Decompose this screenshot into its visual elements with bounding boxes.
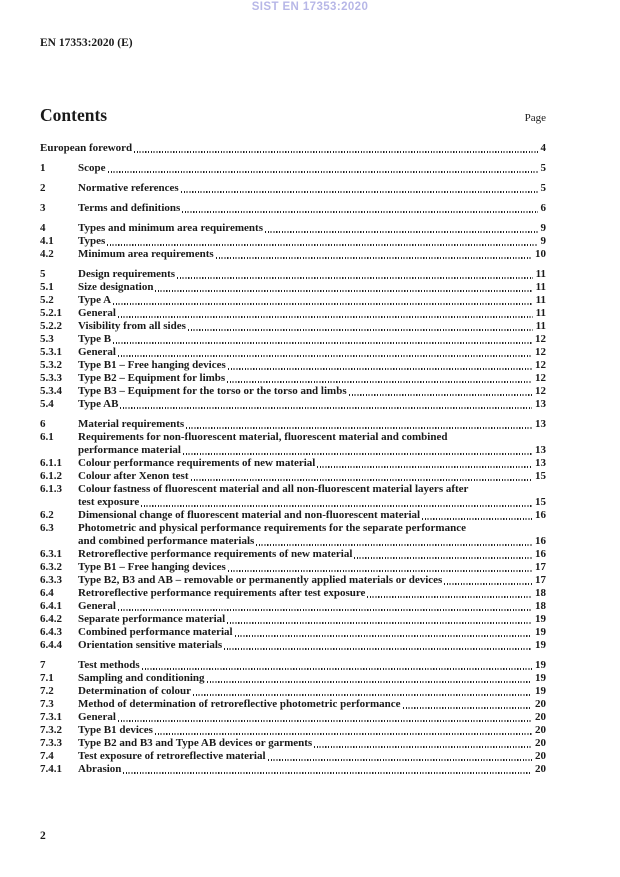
page-column-label: Page (524, 112, 546, 124)
toc-entry-number: 6.4.3 (40, 626, 62, 638)
toc-entry-title: Photometric and physical performance requirements for the separate performance (78, 522, 466, 534)
toc-entry-number: 7.3 (40, 698, 54, 710)
toc-entry-page: 12 (535, 346, 546, 358)
toc-entry (40, 626, 546, 639)
toc-entry-page: 11 (535, 307, 546, 319)
dot-leader (118, 316, 533, 318)
toc-entry-page: 13 (535, 444, 546, 456)
dot-leader (268, 759, 532, 761)
dot-leader (155, 290, 532, 292)
dot-leader (142, 668, 532, 670)
toc-entry-page: 19 (535, 659, 546, 671)
toc-entry-page: 12 (535, 372, 546, 384)
toc-entry-title: Retroreflective performance requirements after test exposure (78, 587, 366, 599)
toc-entry-title: Requirements for non-fluorescent material, fluorescent material and combined (78, 431, 448, 443)
toc-entry-title: Colour fastness of fluorescent material and all non-fluorescent material layers after (78, 483, 469, 495)
toc-entry-number: 6.1.1 (40, 457, 62, 469)
toc-entry-number: 6.4.4 (40, 639, 62, 651)
contents-title: Contents (40, 105, 108, 125)
toc-entry-number: 7.3.3 (40, 737, 62, 749)
toc-entry-title: Terms and definitions (78, 202, 181, 214)
toc-entry-page: 5 (540, 162, 546, 174)
toc-entry-page: 19 (535, 613, 546, 625)
toc-entry (40, 574, 546, 587)
toc-entry (40, 737, 546, 750)
toc-entry-page: 13 (535, 398, 546, 410)
toc-entry-title: Type AB (78, 398, 119, 410)
toc-entry-number: 7.1 (40, 672, 54, 684)
toc-entry-page: 20 (535, 763, 546, 775)
toc-entry-title: Scope (78, 162, 106, 174)
toc-entry-number: 2 (40, 182, 46, 194)
dot-leader (188, 329, 533, 331)
toc-entry-page: 20 (535, 698, 546, 710)
toc-entry-number: 5 (40, 268, 46, 280)
toc-entry-page: 19 (535, 685, 546, 697)
toc-entry-page: 9 (540, 235, 546, 247)
toc-entry-title: test exposure (78, 496, 140, 508)
dot-leader (183, 453, 532, 455)
toc-entry (40, 398, 546, 411)
toc-entry (40, 496, 546, 509)
toc-entry-title: Type A (78, 294, 112, 306)
dot-leader (354, 557, 532, 559)
dot-leader (123, 772, 532, 774)
toc-entry-number: 1 (40, 162, 46, 174)
toc-entry-title: Colour performance requirements of new material (78, 457, 316, 469)
toc-entry-title: Dimensional change of fluorescent material and non-fluorescent material (78, 509, 421, 521)
toc-entry-title: Colour after Xenon test (78, 470, 189, 482)
toc-entry-number: 7.3.2 (40, 724, 62, 736)
toc-entry-number: 5.3.2 (40, 359, 62, 371)
contents-header (40, 105, 546, 126)
dot-leader (108, 171, 538, 173)
toc-entry (40, 235, 546, 248)
toc-entry-number: 6.2 (40, 509, 54, 521)
toc-entry (40, 333, 546, 346)
dot-leader (256, 544, 532, 546)
toc-entry (40, 431, 546, 444)
toc-entry (40, 182, 546, 195)
toc-entry-title: Type B1 devices (78, 724, 153, 736)
toc-entry-page: 12 (535, 359, 546, 371)
dot-leader (265, 231, 538, 233)
dot-leader (107, 244, 537, 246)
dot-leader (182, 211, 537, 213)
toc-entry-title: Sampling and conditioning (78, 672, 205, 684)
dot-leader (181, 191, 538, 193)
toc-entry (40, 248, 546, 261)
toc-entry-page: 5 (540, 182, 546, 194)
toc-entry-page: 20 (535, 724, 546, 736)
toc-entry-page: 15 (535, 496, 546, 508)
toc-entry-number: 5.3 (40, 333, 54, 345)
toc-entry-title: Minimum area requirements (78, 248, 214, 260)
toc-entry (40, 202, 546, 215)
toc-entry-number: 4 (40, 222, 46, 234)
toc-group (40, 659, 546, 776)
toc-group (40, 418, 546, 652)
footer-page-number: 2 (40, 830, 46, 842)
toc-entry-page: 13 (535, 457, 546, 469)
toc-entry-title: Test exposure of retroreflective material (78, 750, 266, 762)
toc-entry-page: 19 (535, 639, 546, 651)
toc-entry-page: 17 (535, 561, 546, 573)
toc-entry-number: 5.4 (40, 398, 54, 410)
toc-entry-number: 7.2 (40, 685, 54, 697)
dot-leader (207, 681, 532, 683)
toc-entry-title: European foreword (40, 142, 133, 154)
toc-group (40, 142, 546, 155)
toc-entry (40, 483, 546, 496)
toc-entry-page: 9 (540, 222, 546, 234)
toc-entry (40, 268, 546, 281)
toc-entry-title: Type B3 – Equipment for the torso or the torso and limbs (78, 385, 347, 397)
dot-leader (228, 570, 532, 572)
toc-entry-page: 4 (540, 142, 546, 154)
toc-entry (40, 711, 546, 724)
toc-entry (40, 509, 546, 522)
toc-entry (40, 444, 546, 457)
toc-entry-page: 18 (535, 600, 546, 612)
toc-entry-title: Determination of colour (78, 685, 192, 697)
toc-entry-number: 6.1.3 (40, 483, 62, 495)
dot-leader (227, 381, 532, 383)
watermark: SIST EN 17353:2020 (251, 1, 369, 13)
toc-entry-title: performance material (78, 444, 181, 456)
toc-entry-number: 6.1 (40, 431, 54, 443)
dot-leader (191, 479, 533, 481)
toc-entry (40, 470, 546, 483)
dot-leader (120, 407, 532, 409)
toc-entry (40, 600, 546, 613)
toc-entry-page: 15 (535, 470, 546, 482)
toc-entry-page: 6 (540, 202, 546, 214)
toc-entry-title: Types (78, 235, 106, 247)
toc-entry (40, 457, 546, 470)
toc-entry-number: 7.4 (40, 750, 54, 762)
toc-entry-title: Type B2 – Equipment for limbs (78, 372, 226, 384)
dot-leader (155, 733, 532, 735)
dot-leader (216, 257, 532, 259)
toc-entry-title: and combined performance materials (78, 535, 255, 547)
toc-entry-number: 6.3.1 (40, 548, 62, 560)
toc-entry-title: Size designation (78, 281, 154, 293)
toc-entry (40, 385, 546, 398)
dot-leader (113, 342, 532, 344)
toc-entry-number: 5.2 (40, 294, 54, 306)
dot-leader (228, 368, 532, 370)
toc-entry (40, 522, 546, 535)
dot-leader (224, 648, 532, 650)
toc-entry-number: 5.3.4 (40, 385, 62, 397)
dot-leader (134, 151, 537, 153)
toc-entry-page: 11 (535, 281, 546, 293)
toc-entry-page: 17 (535, 574, 546, 586)
toc-entry-number: 6.3.3 (40, 574, 62, 586)
toc-entry-page: 19 (535, 626, 546, 638)
dot-leader (403, 707, 532, 709)
toc-entry (40, 613, 546, 626)
toc-entry-page: 11 (535, 294, 546, 306)
toc-entry-number: 6.4.1 (40, 600, 62, 612)
toc-entry-title: Type B2, B3 and AB – removable or permanently applied materials or devices (78, 574, 443, 586)
toc-entry-page: 16 (535, 548, 546, 560)
toc-entry (40, 587, 546, 600)
toc-entry-page: 11 (535, 268, 546, 280)
toc-entry-number: 6.3 (40, 522, 54, 534)
dot-leader (193, 694, 532, 696)
toc-entry-title: Type B (78, 333, 112, 345)
dot-leader (118, 609, 532, 611)
toc-entry-number: 3 (40, 202, 46, 214)
toc-entry (40, 320, 546, 333)
dot-leader (118, 355, 532, 357)
toc-entry-title: Orientation sensitive materials (78, 639, 223, 651)
toc-entry-number: 7 (40, 659, 46, 671)
toc-entry-page: 20 (535, 750, 546, 762)
toc-entry-number: 6 (40, 418, 46, 430)
toc-entry (40, 162, 546, 175)
toc-entry-title: Types and minimum area requirements (78, 222, 263, 234)
toc-entry-number: 6.4.2 (40, 613, 62, 625)
toc-group (40, 222, 546, 261)
dot-leader (235, 635, 532, 637)
toc-entry-number: 5.3.1 (40, 346, 62, 358)
toc-entry-title: Design requirements (78, 268, 176, 280)
toc-entry-title: Test methods (78, 659, 140, 671)
toc-entry-title: Method of determination of retroreflective photometric performance (78, 698, 401, 710)
toc-entry-title: Type B1 – Free hanging devices (78, 359, 226, 371)
toc-entry (40, 724, 546, 737)
toc-entry-title: Abrasion (78, 763, 122, 775)
toc-entry-title: Combined performance material (78, 626, 233, 638)
toc-group (40, 268, 546, 411)
dot-leader (141, 505, 532, 507)
toc-group (40, 182, 546, 195)
toc-entry (40, 561, 546, 574)
toc-entry-page: 16 (535, 509, 546, 521)
dot-leader (349, 394, 532, 396)
toc-entry-number: 6.3.2 (40, 561, 62, 573)
toc-entry-title: Type B2 and B3 and Type AB devices or garments (78, 737, 313, 749)
toc-entry-title: Separate performance material (78, 613, 226, 625)
toc-entry (40, 346, 546, 359)
toc-entry (40, 750, 546, 763)
dot-leader (422, 518, 532, 520)
toc-entry-title: Type B1 – Free hanging devices (78, 561, 226, 573)
dot-leader (317, 466, 532, 468)
toc-entry-number: 6.1.2 (40, 470, 62, 482)
toc-entry-number: 5.2.1 (40, 307, 62, 319)
toc-entry-number: 7.3.1 (40, 711, 62, 723)
toc (40, 142, 546, 776)
toc-entry (40, 548, 546, 561)
dot-leader (444, 583, 532, 585)
toc-entry (40, 294, 546, 307)
toc-entry (40, 372, 546, 385)
toc-entry (40, 142, 546, 155)
toc-entry-page: 13 (535, 418, 546, 430)
toc-entry (40, 281, 546, 294)
toc-entry-title: Visibility from all sides (78, 320, 186, 332)
toc-entry-number: 5.2.2 (40, 320, 62, 332)
dot-leader (113, 303, 532, 305)
toc-entry-page: 16 (535, 535, 546, 547)
toc-entry (40, 763, 546, 776)
toc-entry-page: 20 (535, 711, 546, 723)
toc-entry-page: 12 (535, 333, 546, 345)
toc-entry-number: 7.4.1 (40, 763, 62, 775)
dot-leader (118, 720, 532, 722)
toc-entry-title: Normative references (78, 182, 179, 194)
toc-entry-page: 19 (535, 672, 546, 684)
toc-entry-number: 5.3.3 (40, 372, 62, 384)
dot-leader (227, 622, 532, 624)
toc-entry (40, 639, 546, 652)
toc-entry (40, 418, 546, 431)
toc-entry-number: 6.4 (40, 587, 54, 599)
dot-leader (314, 746, 532, 748)
toc-entry-page: 12 (535, 385, 546, 397)
toc-entry-page: 11 (535, 320, 546, 332)
toc-entry (40, 685, 546, 698)
toc-entry-number: 4.1 (40, 235, 54, 247)
toc-entry-page: 10 (535, 248, 546, 260)
toc-group (40, 202, 546, 215)
toc-entry (40, 222, 546, 235)
toc-entry-number: 5.1 (40, 281, 54, 293)
toc-entry-title: Retroreflective performance requirements of new material (78, 548, 353, 560)
dot-leader (367, 596, 532, 598)
dot-leader (177, 277, 533, 279)
toc-entry-title: Material requirements (78, 418, 185, 430)
toc-entry-page: 18 (535, 587, 546, 599)
toc-entry (40, 698, 546, 711)
toc-entry (40, 535, 546, 548)
toc-group (40, 162, 546, 175)
toc-entry (40, 672, 546, 685)
toc-entry-title: General (78, 307, 116, 319)
toc-entry (40, 359, 546, 372)
toc-entry-title: General (78, 600, 116, 612)
toc-entry-page: 20 (535, 737, 546, 749)
toc-entry (40, 659, 546, 672)
toc-entry-title: General (78, 711, 116, 723)
dot-leader (186, 427, 532, 429)
document-reference: EN 17353:2020 (E) (40, 37, 133, 49)
toc-entry (40, 307, 546, 320)
toc-entry-number: 4.2 (40, 248, 54, 260)
toc-entry-title: General (78, 346, 116, 358)
